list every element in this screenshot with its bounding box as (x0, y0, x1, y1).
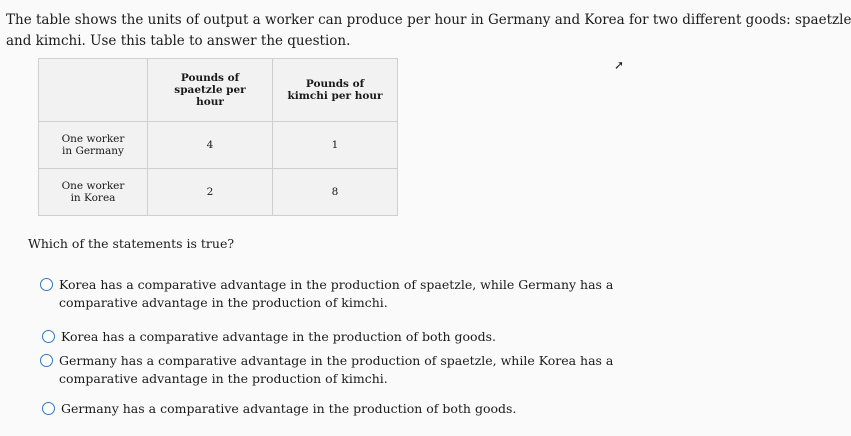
choice-option-1-label: Korea has a comparative advantage in the production of spaetzle, while Germany has a comparative advantage in the production of kimchi. (59, 277, 614, 310)
row-label-germany (39, 122, 148, 169)
korea-spaetzle-value: 2 (148, 169, 273, 216)
choice-option-3[interactable] (40, 352, 670, 388)
table-header-empty (39, 59, 148, 122)
intro-line-2: and kimchi. Use this table to answer the question. (6, 33, 351, 49)
row-label-korea-text: One worker in Korea (61, 180, 125, 204)
radio-button-icon[interactable] (42, 330, 55, 343)
output-table (38, 58, 398, 216)
table-row (39, 122, 398, 169)
table-header-kimchi (273, 59, 398, 122)
radio-button-icon[interactable] (42, 402, 55, 415)
choice-option-4[interactable] (42, 400, 672, 418)
row-label-korea (39, 169, 148, 216)
row-label-germany-text: One worker in Germany (61, 133, 125, 157)
intro-text (6, 10, 851, 52)
table-row (39, 169, 398, 216)
choice-option-4-label: Germany has a comparative advantage in the production of both goods. (61, 401, 517, 416)
header-kimchi-label: Pounds of kimchi per hour (287, 78, 383, 102)
mouse-cursor-icon: ➚ (614, 58, 625, 72)
choice-option-2[interactable] (42, 328, 672, 346)
intro-line-1: The table shows the units of output a worker can produce per hour in Germany and Korea for two different goods: spaetzle (6, 12, 851, 28)
germany-kimchi-value: 1 (273, 122, 398, 169)
choice-option-2-label: Korea has a comparative advantage in the production of both goods. (61, 329, 496, 344)
choice-option-1[interactable] (40, 276, 670, 312)
table-header-spaetzle (148, 59, 273, 122)
question-text: Which of the statements is true? (28, 236, 235, 251)
table-header-row (39, 59, 398, 122)
choice-option-3-label: Germany has a comparative advantage in the production of spaetzle, while Korea has a comparative advantage in the production of kimchi. (59, 353, 614, 386)
header-spaetzle-label: Pounds of spaetzle per hour (174, 72, 246, 108)
radio-button-icon[interactable] (40, 278, 53, 291)
korea-kimchi-value: 8 (273, 169, 398, 216)
radio-button-icon[interactable] (40, 354, 53, 367)
germany-spaetzle-value: 4 (148, 122, 273, 169)
